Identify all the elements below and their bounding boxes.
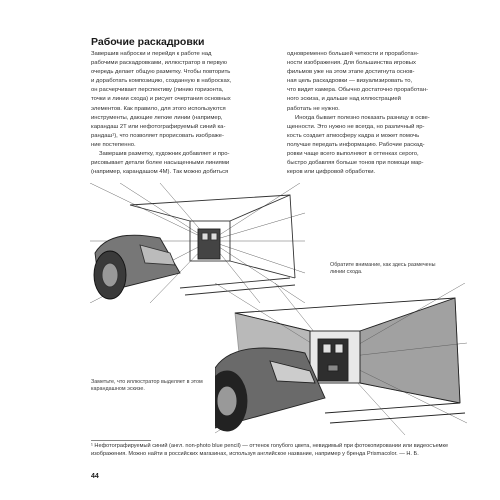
sketch-drawing-2 — [215, 283, 467, 435]
caption-vanishing-lines: Обратите внимание, как здесь размечены линии схода. — [330, 262, 436, 276]
right-paragraph-2: Иногда бывает полезно показать разницу в осве- щенности. Это нужно не всегда, но различный яр- кость создает атмосферу кадра и может помочь получше передать информацию. Рабочие раскад- ровки чаще всего выполняют в оттенках серого, быстро добавляя больше тонов при помощи мар- керов или цифровой обработки. — [287, 114, 430, 176]
right-text-column — [287, 50, 472, 177]
right-paragraph-1: одновременно большей четкости и проработан- ности изображения. Для большинства игровых фильмов уже на этом этапе достигнута основ- ная цель раскадровки — визуализировать то, что видит камера. Обычно достаточно проработан- ного эскиза, и дальше над иллюстрацией работать не нужно. — [287, 51, 429, 112]
footnote-divider — [91, 440, 151, 441]
storyboard-sketch-refined — [215, 283, 467, 435]
page-number: 44 — [91, 473, 99, 480]
left-text-column — [91, 50, 276, 177]
left-paragraph-1: Завершив наброски и перейдя к работе над рабочими раскадровками, иллюстратор в первую очередь делает общую разметку. Чтобы повторить и доработать композицию, созданную в набросках, он расчерчивает перспективу (линию горизонта, точки и линии схода) и рисует очертания основных элементов. Как правило, для этого используются инструменты, дающие легкие линии (например, карандаш 2T или нефотографируемый синий ка- рандаш¹), что позволяет прорисовать изображе- ние постепенно. — [91, 51, 232, 148]
left-paragraph-2: Завершив разметку, художник добавляет и про- рисовывает детали более насыщенными линиями (например, карандашом 4М). Так можно добиться — [91, 151, 230, 176]
footnote: ¹ Нефотографируемый синий (англ. non-photo blue pencil) — оттенок голубого цвета, невидимый при фотокопировании или видеосъемке изображения. Можно найти в российских магазинах, используя английское название, например у бренда Prismacolor. — Н. Б. — [91, 443, 449, 458]
section-heading: Рабочие раскадровки — [91, 36, 205, 48]
caption-pencil-sketch: Заметьте, что иллюстратор выделяет в этом карандашном эскизе. — [91, 379, 203, 393]
